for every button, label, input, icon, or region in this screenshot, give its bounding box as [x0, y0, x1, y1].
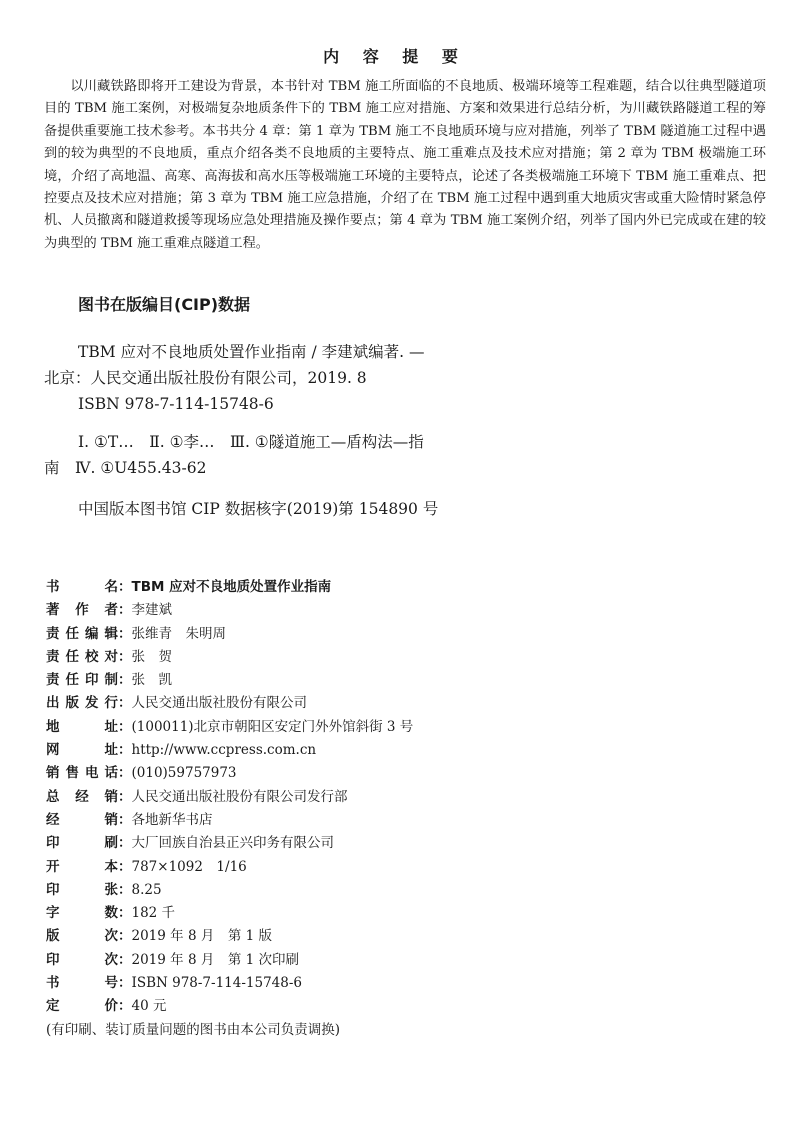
colophon-separator: ：: [118, 625, 132, 642]
cip-publisher-line: 北京：人民交通出版社股份有限公司，2019. 8: [44, 369, 367, 387]
colophon-separator: ：: [118, 998, 132, 1015]
colophon-value: 李建斌: [131, 602, 172, 619]
colophon-separator: ：: [118, 579, 132, 595]
colophon-label: 定价: [46, 998, 118, 1015]
colophon-row: [46, 669, 766, 692]
colophon-separator: ：: [118, 672, 132, 689]
colophon-label: 书名: [46, 579, 118, 595]
cip-isbn-line: ISBN 978-7-114-15748-6: [78, 395, 274, 413]
colophon-value: 张 贺: [131, 648, 172, 665]
colophon-label: 责任校对: [46, 648, 118, 665]
colophon-separator: ：: [118, 602, 132, 619]
colophon-label: 字数: [46, 905, 118, 922]
colophon-separator: ：: [118, 835, 132, 852]
colophon-row: [46, 972, 766, 995]
colophon-label: 版次: [46, 928, 118, 945]
colophon-value: 40 元: [131, 998, 167, 1015]
colophon-row: [46, 762, 766, 785]
colophon-value: 2019 年 8 月 第 1 版: [131, 928, 272, 945]
colophon-value: 人民交通出版社股份有限公司: [131, 695, 307, 712]
colophon-value: (010)59757973: [131, 765, 237, 782]
colophon-row: [46, 925, 766, 948]
colophon-separator: ：: [118, 975, 132, 992]
colophon-value: 张 凯: [131, 672, 172, 689]
colophon-row: [46, 809, 766, 832]
cip-class-line-2: 南 Ⅳ. ①U455.43-62: [44, 459, 207, 477]
colophon-value: http://www.ccpress.com.cn: [131, 742, 317, 759]
colophon-label: 书号: [46, 975, 118, 992]
colophon-value: ISBN 978-7-114-15748-6: [131, 975, 303, 992]
cip-record: [44, 339, 754, 417]
colophon-value: 大厂回族自治县正兴印务有限公司: [131, 835, 334, 852]
colophon-row: [46, 949, 766, 972]
cip-title-line: TBM 应对不良地质处置作业指南 / 李建斌编著. —: [78, 343, 425, 361]
colophon-separator: ：: [118, 951, 132, 968]
colophon-separator: ：: [118, 695, 132, 712]
colophon-row: [46, 832, 766, 855]
colophon-label: 销售电话: [46, 765, 118, 782]
colophon: [46, 576, 766, 1042]
quality-note: (有印刷、装订质量问题的图书由本公司负责调换): [46, 1021, 341, 1038]
colophon-row: [46, 995, 766, 1018]
colophon-value: 8.25: [131, 881, 162, 898]
colophon-value: TBM 应对不良地质处置作业指南: [131, 579, 332, 595]
colophon-value: 787×1092 1/16: [131, 858, 247, 875]
colophon-row: [46, 879, 766, 902]
colophon-label: 责任印制: [46, 672, 118, 689]
colophon-row: [46, 856, 766, 879]
colophon-row: [46, 599, 766, 622]
colophon-separator: ：: [118, 905, 132, 922]
cip-class-line-1: Ⅰ. ①T… Ⅱ. ①李… Ⅲ. ①隧道施工—盾构法—指: [78, 433, 424, 451]
colophon-label: 网址: [46, 742, 118, 759]
colophon-label: 著作者: [46, 602, 118, 619]
colophon-row: [46, 716, 766, 739]
cip-approval-number: 中国版本图书馆 CIP 数据核字(2019)第 154890 号: [78, 500, 439, 518]
summary-title: 内 容 提 要: [323, 47, 467, 66]
colophon-separator: ：: [118, 811, 132, 828]
colophon-value: (100011)北京市朝阳区安定门外外馆斜街 3 号: [131, 718, 414, 735]
colophon-label: 地址: [46, 718, 118, 735]
colophon-value: 人民交通出版社股份有限公司发行部: [131, 788, 348, 805]
colophon-separator: ：: [118, 881, 132, 898]
colophon-separator: ：: [118, 788, 132, 805]
colophon-value: 张维青 朱明周: [131, 625, 226, 642]
colophon-value: 182 千: [131, 905, 176, 922]
colophon-label: 印张: [46, 881, 118, 898]
colophon-label: 出版发行: [46, 695, 118, 712]
colophon-row: [46, 646, 766, 669]
colophon-row: [46, 739, 766, 762]
colophon-separator: ：: [118, 648, 132, 665]
colophon-label: 责任编辑: [46, 625, 118, 642]
colophon-value: 2019 年 8 月 第 1 次印刷: [131, 951, 299, 968]
colophon-row: [46, 902, 766, 925]
colophon-separator: ：: [118, 718, 132, 735]
colophon-row: [46, 623, 766, 646]
colophon-row: [46, 576, 766, 599]
colophon-label: 总经销: [46, 788, 118, 805]
cip-heading: 图书在版编目(CIP)数据: [78, 295, 251, 314]
colophon-label: 经销: [46, 811, 118, 828]
summary-text: 以川藏铁路即将开工建设为背景，本书针对 TBM 施工所面临的不良地质、极端环境等工程难题，结合以往典型隧道项目的 TBM 施工案例，对极端复杂地质条件下的 TBM 施工应对措施、方案和效果进行总结分析，为川藏铁路隧道工程的筹备提供重要施工技术参考。本书共分 4 章：第 1 章为 TBM 施工不良地质环境与应对措施，列举了 TBM 隧道施工过程中遇到的较为典型的不良地质，重点介绍各类不良地质的主要特点、施工重难点及技术应对措施；第 2 章为 TBM 极端施工环境，介绍了高地温、高寒、高海拔和高水压等极端施工环境的主要特点，论述了各类极端施工环境下 TBM 施工重难点、把控要点及技术应对措施；第 3 章为 TBM 施工应急措施，介绍了在 TBM 施工过程中遇到重大地质灾害或重大险情时紧急停机、人员撤离和隧道救援等现场应急处理措施及操作要点；第 4 章为 TBM 施工案例介绍，列举了国内外已完成或在建的较为典型的 TBM 施工重难点隧道工程。: [44, 79, 766, 251]
cip-classification: [44, 429, 754, 481]
colophon-row: [46, 692, 766, 715]
colophon-label: 印刷: [46, 835, 118, 852]
colophon-value: 各地新华书店: [131, 811, 213, 828]
colophon-label: 印次: [46, 951, 118, 968]
colophon-row: [46, 786, 766, 809]
colophon-separator: ：: [118, 858, 132, 875]
colophon-separator: ：: [118, 928, 132, 945]
colophon-label: 开本: [46, 858, 118, 875]
colophon-separator: ：: [118, 765, 132, 782]
colophon-separator: ：: [118, 742, 132, 759]
